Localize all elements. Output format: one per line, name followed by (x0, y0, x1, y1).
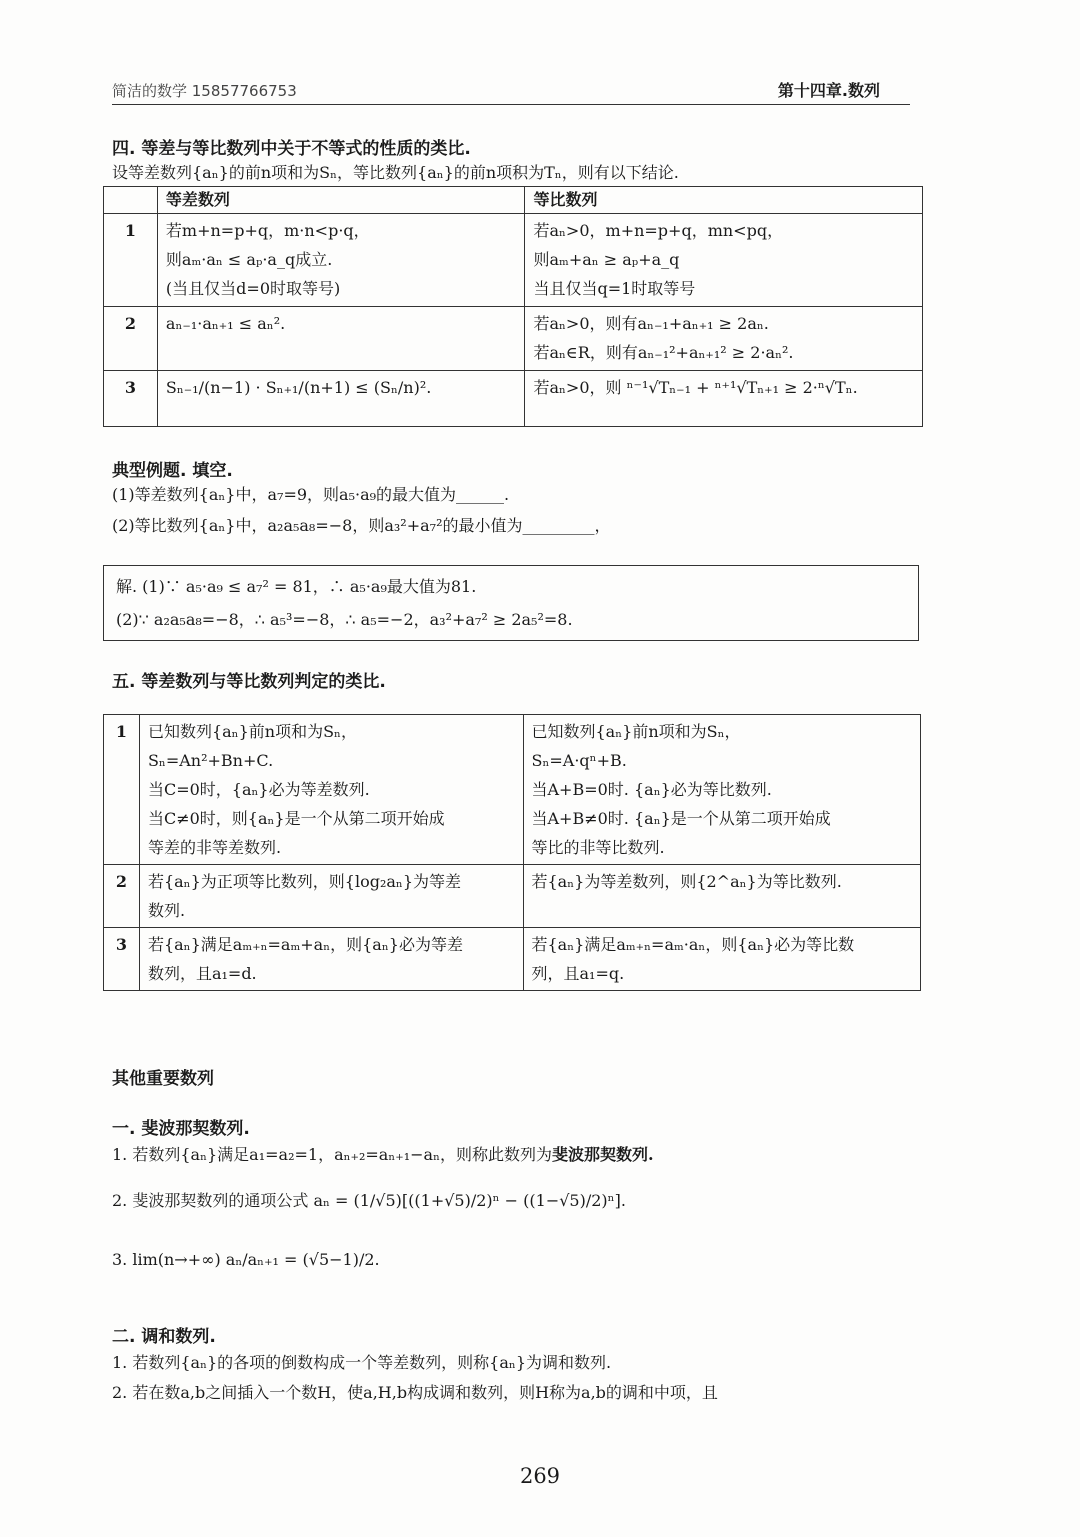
cell-line: (当且仅当d=0时取等号) (165, 279, 341, 298)
harmonic-title: 二. 调和数列. (112, 1327, 216, 1347)
cell-line: Sₙ₋₁/(n−1) · Sₙ₊₁/(n+1) ≤ (Sₙ/n)². (165, 378, 432, 397)
cell-line: aₙ₋₁·aₙ₊₁ ≤ aₙ². (165, 314, 286, 333)
cell-geom (523, 928, 921, 991)
examples-title: 典型例题. 填空. (112, 461, 233, 481)
others-title: 其他重要数列 (112, 1069, 214, 1089)
inequality-table (103, 186, 923, 427)
cell-line: 当C≠0时，则{aₙ}是一个从第二项开始成 (147, 809, 445, 828)
cell-line: 等差的非等差数列. (147, 838, 282, 857)
cell-line: 若{aₙ}满足aₘ₊ₙ=aₘ+aₙ，则{aₙ}必为等差 (147, 935, 463, 954)
cell-line: 若m+n=p+q，m·n<p·q， (165, 221, 370, 240)
cell-line: 当A+B=0时. {aₙ}必为等比数列. (531, 780, 772, 799)
table-row (104, 715, 921, 865)
table-row (104, 214, 923, 307)
example-question-1: (1)等差数列{aₙ}中，a₇=9，则a₅·a₉的最大值为______. (112, 485, 510, 504)
section4-intro: 设等差数列{aₙ}的前n项和为Sₙ，等比数列{aₙ}的前n项积为Tₙ，则有以下结论. (112, 163, 679, 182)
cell-line: 若aₙ>0，则有aₙ₋₁+aₙ₊₁ ≥ 2aₙ. (533, 314, 769, 333)
page-header (112, 78, 910, 105)
cell-line: 则aₘ·aₙ ≤ aₚ·a_q成立. (165, 250, 333, 269)
cell-geom (525, 307, 923, 371)
row-number: 2 (104, 307, 158, 371)
fibonacci-def-text: 1. 若数列{aₙ}满足a₁=a₂=1，aₙ₊₂=aₙ₊₁−aₙ，则称此数列为 (112, 1145, 552, 1164)
cell-line: 等比的非等比数列. (531, 838, 665, 857)
row-number: 2 (104, 865, 140, 928)
cell-line: 若aₙ>0，m+n=p+q，mn<pq， (533, 221, 784, 240)
harmonic-def-1: 1. 若数列{aₙ}的各项的倒数构成一个等差数列，则称{aₙ}为调和数列. (112, 1353, 612, 1372)
cell-arith (139, 865, 523, 928)
table-row (104, 865, 921, 928)
col-header-arith: 等差数列 (157, 187, 525, 214)
page-number: 269 (519, 1464, 561, 1488)
table-row (104, 928, 921, 991)
fibonacci-limit: 3. lim(n→+∞) aₙ/aₙ₊₁ = (√5−1)/2. (112, 1250, 380, 1269)
solution-line-2: (2)∵ a₂a₅a₈=−8，∴ a₅³=−8，∴ a₅=−2，a₃²+a₇² ≥ 2a₅²=8. (116, 610, 573, 629)
row-number: 3 (104, 371, 158, 427)
cell-geom (525, 371, 923, 427)
table-row (104, 307, 923, 371)
cell-line: 若{aₙ}为正项等比数列，则{log₂aₙ}为等差 (147, 872, 462, 891)
header-left: 简洁的数学 15857766753 (112, 82, 297, 100)
section5-title: 五. 等差数列与等比数列判定的类比. (112, 672, 386, 692)
cell-geom (523, 715, 921, 865)
fibonacci-def (112, 1142, 654, 1165)
row-number: 1 (104, 715, 140, 865)
cell-arith (157, 371, 525, 427)
cell-line: 数列. (147, 901, 186, 920)
row-number: 3 (104, 928, 140, 991)
section4-title: 四. 等差与等比数列中关于不等式的性质的类比. (112, 139, 471, 159)
cell-arith (157, 307, 525, 371)
criteria-table (103, 714, 921, 991)
cell-line: 当C=0时，{aₙ}必为等差数列. (147, 780, 370, 799)
cell-line: 则aₘ+aₙ ≥ aₚ+a_q (533, 250, 680, 269)
harmonic-def-2: 2. 若在数a,b之间插入一个数H，使a,H,b构成调和数列，则H称为a,b的调和中项，且 (112, 1383, 718, 1402)
cell-line: 已知数列{aₙ}前n项和为Sₙ， (531, 722, 741, 741)
cell-line: 若aₙ>0，则 ⁿ⁻¹√Tₙ₋₁ + ⁿ⁺¹√Tₙ₊₁ ≥ 2·ⁿ√Tₙ. (533, 378, 858, 397)
cell-line: 若{aₙ}为等差数列，则{2^aₙ}为等比数列. (531, 872, 842, 891)
cell-line: 当且仅当q=1时取等号 (533, 279, 696, 298)
cell-geom (525, 214, 923, 307)
cell-line: 当A+B≠0时. {aₙ}是一个从第二项开始成 (531, 809, 831, 828)
solution-line-1: 解. (1)∵ a₅·a₉ ≤ a₇² = 81，∴ a₅·a₉最大值为81. (116, 577, 477, 596)
table-row (104, 371, 923, 427)
table-header-row (104, 187, 923, 214)
cell-line: Sₙ=An²+Bn+C. (147, 751, 274, 770)
cell-line: 数列，且a₁=d. (147, 964, 257, 983)
chapter-title: 第十四章.数列 (777, 81, 880, 100)
cell-arith (157, 214, 525, 307)
cell-arith (139, 928, 523, 991)
fibonacci-term: 斐波那契数列. (552, 1145, 654, 1164)
cell-geom (523, 865, 921, 928)
cell-arith (139, 715, 523, 865)
col-header-geom: 等比数列 (525, 187, 923, 214)
cell-line: 若{aₙ}满足aₘ₊ₙ=aₘ·aₙ，则{aₙ}必为等比数 (531, 935, 855, 954)
row-number: 1 (104, 214, 158, 307)
fibonacci-title: 一. 斐波那契数列. (112, 1119, 250, 1139)
cell-line: 若aₙ∈R，则有aₙ₋₁²+aₙ₊₁² ≥ 2·aₙ². (533, 343, 794, 362)
fibonacci-formula: 2. 斐波那契数列的通项公式 aₙ = (1/√5)[((1+√5)/2)ⁿ − ((1−√5)/2)ⁿ]. (112, 1191, 626, 1210)
cell-line: Sₙ=A·qⁿ+B. (531, 751, 627, 770)
cell-line: 列，且a₁=q. (531, 964, 625, 983)
cell-line: 已知数列{aₙ}前n项和为Sₙ， (147, 722, 357, 741)
example-question-2: (2)等比数列{aₙ}中，a₂a₅a₈=−8，则a₃²+a₇²的最小值为_________， (112, 516, 611, 535)
table-header-blank (104, 187, 158, 214)
solution-box (103, 565, 919, 641)
